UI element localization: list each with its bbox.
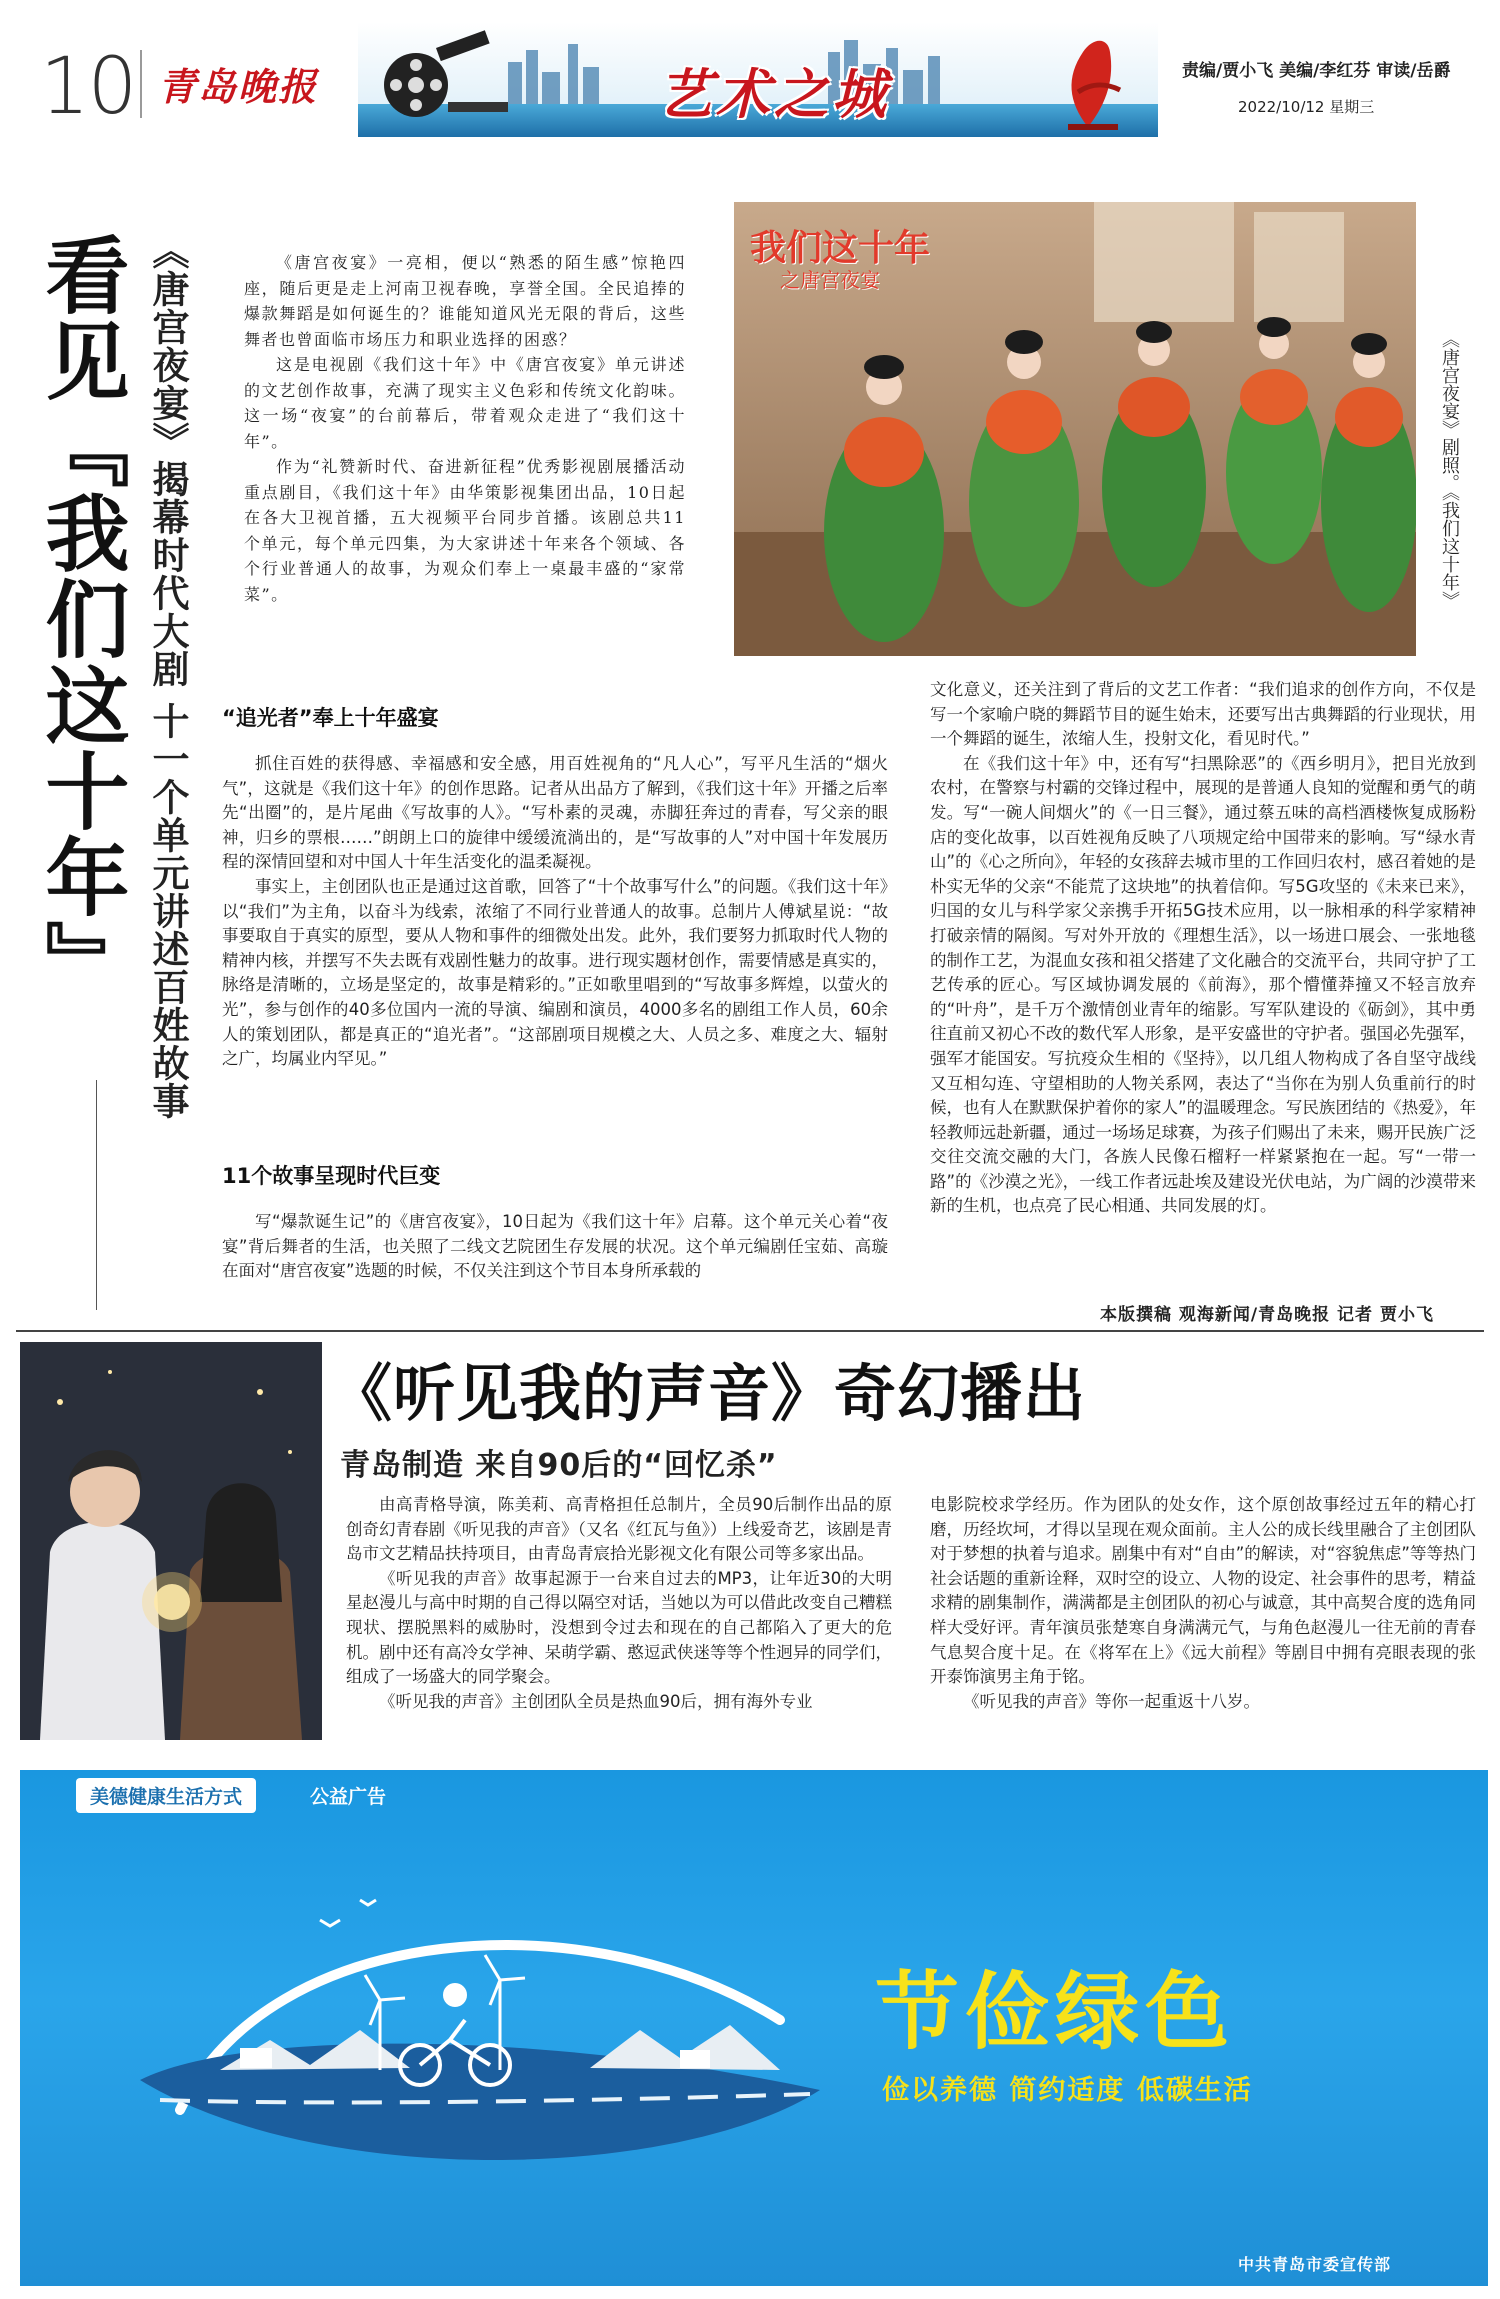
lede-paragraph: 这是电视剧《我们这十年》中《唐宫夜宴》单元讲述的文艺创作故事，充满了现实主义色彩和传统文化韵味。这一场“夜宴”的台前幕后，带着观众走进了“我们这十年”。 xyxy=(244,355,686,451)
body-paragraph: 文化意义，还关注到了背后的文艺工作者：“我们追求的创作方向，不仅是写一个家喻户晓的舞蹈节目的诞生始末，还要写出古典舞蹈的行业现状，用一个舞蹈的诞生，浓缩人生，投射文化，看见时代。” xyxy=(930,680,1476,749)
column-rule xyxy=(96,1080,97,1310)
article2-left-column xyxy=(346,1493,892,1714)
editor-credits: 责编/贾小飞 美编/李红芬 审读/岳爵 xyxy=(1182,61,1451,81)
green-leaf-cyclist-illustration xyxy=(120,1880,840,2180)
ad-type-label: 公益广告 xyxy=(310,1786,387,1808)
masthead xyxy=(0,0,1500,150)
ad-campaign-tag: 美德健康生活方式 xyxy=(76,1778,256,1813)
section-banner xyxy=(358,22,1158,137)
section-title: 艺术之城 xyxy=(658,62,890,126)
article1-right-column xyxy=(930,678,1476,1219)
drama-logo-subtitle: 之唐宫夜宴 xyxy=(780,268,880,292)
ad-sponsor: 中共青岛市委宣传部 xyxy=(1238,2255,1392,2274)
article1-headline: 看见『我们这十年』 xyxy=(32,232,130,1006)
body-paragraph: 《听见我的声音》主创团队全员是热血90后，拥有海外专业 xyxy=(379,1691,813,1711)
section-heading: 11个故事呈现时代巨变 xyxy=(222,1164,441,1188)
section-heading: “追光者”奉上十年盛宴 xyxy=(222,706,439,730)
paper-logo: 青岛晚报 xyxy=(158,64,319,109)
bird-icon xyxy=(320,1920,340,1926)
public-service-ad xyxy=(20,1770,1488,2286)
body-paragraph: 抓住百姓的获得感、幸福感和安全感，用百姓视角的“凡人心”，写平凡生活的“烟火气”，这就是《我们这十年》的创作思路。记者从出品方了解到，《我们这十年》开播之后率先“出圈”的，是片尾曲《写故事的人》。“写朴素的灵魂，赤脚狂奔过的青春，写父亲的眼神，归乡的票根……”朗朗上口的旋律中缓缓流淌出的，是“写故事的人”对中国十年发展历程的深情回望和对中国人十年生活变化的温柔凝视。 xyxy=(222,754,888,872)
article-divider xyxy=(16,1330,1484,1332)
article1-section1-body xyxy=(222,752,888,1072)
ad-title: 节俭绿色 xyxy=(875,1963,1236,2061)
body-paragraph: 电影院校求学经历。作为团队的处女作，这个原创故事经过五年的精心打磨，历经坎坷，才得以呈现在观众面前。主人公的成长线里融合了主创团队对于梦想的执着与追求。剧集中有对“自由”的解读，对“容貌焦虑”等等热门社会话题的重新诠释，双时空的设立、人物的设定、社会事件的思考，精益求精的剧集制作，满满都是主创团队的初心与诚意，其中高契合度的选角同样大受好评。青年演员张楚寒自身满满元气，与角色赵漫儿一往无前的青春气息契合度十足。在《将军在上》《远大前程》等剧目中拥有亮眼表现的张开泰饰演男主角于铭。 xyxy=(930,1495,1476,1687)
photo-caption: 《唐宫夜宴》剧照。《我们这十年》 xyxy=(1439,330,1460,609)
article2-headline: 《听见我的声音》奇幻播出 xyxy=(330,1357,1087,1430)
drama-still-photo xyxy=(20,1342,322,1740)
article1-section2-body xyxy=(222,1210,888,1284)
body-paragraph: 写“爆款诞生记”的《唐宫夜宴》，10日起为《我们这十年》启幕。这个单元关心着“夜宴”背后舞者的生活，也关照了二线文艺院团生存发展的状况。这个单元编剧任宝茹、高璇在面对“唐宫夜宴”选题的时候，不仅关注到这个节目本身所承载的 xyxy=(222,1212,888,1281)
body-paragraph: 由高青格导演，陈美莉、高青格担任总制片，全员90后制作出品的原创奇幻青春剧《听见我的声音》（又名《红瓦与鱼》）上线爱奇艺，该剧是青岛市文艺精品扶持项目，由青岛青宸拾光影视文化有限公司等多家出品。 xyxy=(346,1495,892,1564)
article1-subhead: 《唐宫夜宴》揭幕时代大剧 十一个单元讲述百姓故事 xyxy=(146,232,190,1120)
couple-sparkler-image xyxy=(20,1342,322,1740)
byline: 本版撰稿 观海新闻/青岛晚报 记者 贾小飞 xyxy=(1100,1305,1434,1325)
lede-paragraph: 作为“礼赞新时代、奋进新征程”优秀影视剧展播活动重点剧目，《我们这十年》由华策影视集团出品，10日起在各大卫视首播，五大视频平台同步首播。该剧总共11个单元，每个单元四集，为大家讲述十年来各个领域、各个行业普通人的故事，为观众们奉上一桌最丰盛的“家常菜”。 xyxy=(244,457,686,604)
tang-palace-dance-photo xyxy=(734,202,1416,656)
ad-slogan: 俭以养德 简约适度 低碳生活 xyxy=(882,2075,1253,2106)
article2-subhead: 青岛制造 来自90后的“回忆杀” xyxy=(340,1448,778,1483)
body-paragraph: 《听见我的声音》等你一起重返十八岁。 xyxy=(963,1691,1260,1711)
bird-icon xyxy=(360,1900,376,1905)
page-number: 10 xyxy=(40,42,136,132)
drama-logo: 我们这十年 xyxy=(750,227,931,269)
lede-paragraph: 《唐宫夜宴》一亮相，便以“熟悉的陌生感”惊艳四座，随后更是走上河南卫视春晚，享誉全国。全民追捧的爆款舞蹈是如何诞生的？谁能知道风光无限的背后，这些舞者也曾面临市场压力和职业选择的困惑？ xyxy=(244,253,686,349)
article1-lede xyxy=(244,250,686,607)
body-paragraph: 在《我们这十年》中，还有写“扫黑除恶”的《西乡明月》，把目光放到农村，在警察与村霸的交锋过程中，展现的是普通人良知的觉醒和勇气的萌发。写“一碗人间烟火”的《一日三餐》，通过蔡五味的高档酒楼恢复成肠粉店的变化故事，以百姓视角反映了八项规定给中国带来的影响。写“绿水青山”的《心之所向》，年轻的女孩辞去城市里的工作回归农村，感召着她的是朴实无华的父亲“不能荒了这块地”的执着信仰。写5G攻坚的《未来已来》，归国的女儿与科学家父亲携手开拓5G技术应用，以一脉相承的科学家精神打破亲情的隔阂。写对外开放的《理想生活》，以一场进口展会、一张地毯的制作工艺，为混血女孩和祖父搭建了文化融合的交流平台，共同守护了工艺传承的匠心。写区域协调发展的《前海》，那个懵懂莽撞又不轻言放弃的“叶舟”，是千万个激情创业青年的缩影。写军队建设的《砺剑》，其中勇往直前又初心不改的数代军人形象，是平安盛世的守护者。强国必先强军，强军才能国安。写抗疫众生相的《坚持》，以几组人物构成了各自坚守战线又互相勾连、守望相助的人物关系网，表达了“当你在为别人负重前行的时候，也有人在默默保护着你的家人”的温暖理念。写民族团结的《热爱》，年轻教师远赴新疆，通过一场场足球赛，为孩子们赐出了未来，赐开民族广泛交往交流交融的大门，各族人民像石榴籽一样紧紧抱在一起。写“一带一路”的《沙漠之光》，一线工作者远赴埃及建设光伏电站，为广阔的沙漠带来新的生机，也点亮了民心相通、共同发展的灯。 xyxy=(930,753,1476,1216)
body-paragraph: 《听见我的声音》故事起源于一台来自过去的MP3，让年近30的大明星赵漫儿与高中时期的自己得以隔空对话，当她以为可以借此改变自己糟糕现状、摆脱黑料的威胁时，没想到令过去和现在的自己都陷入了更大的危机。剧中还有高冷女学神、呆萌学霸、憨逗武侠迷等等个性迥异的同学们，组成了一场盛大的同学聚会。 xyxy=(346,1568,892,1687)
publication-date: 2022/10/12 星期三 xyxy=(1238,98,1375,116)
page-number-divider xyxy=(140,50,142,118)
body-paragraph: 事实上，主创团队也正是通过这首歌，回答了“十个故事写什么”的问题。《我们这十年》以“我们”为主角，以奋斗为线索，浓缩了不同行业普通人的故事。总制片人傅斌星说：“故事要取自于真实的原型，要从人物和事件的细微处出发。此外，我们要努力抓取时代人物的精神内核，并摆写不失去既有戏剧性魅力的故事。进行现实题材创作，需要情感是真实的，脉络是清晰的，立场是坚定的，故事是精彩的。”正如歌里唱到的“写故事多辉煌，以萤火的光”，参与创作的40多位国内一流的导演、编剧和演员，4000多名的剧组工作人员，60余人的策划团队，都是真正的“追光者”。“这部剧项目规模之大、人员之多、难度之大、辐射之广，均属业内罕见。” xyxy=(222,876,888,1069)
article2-right-column xyxy=(930,1493,1476,1714)
